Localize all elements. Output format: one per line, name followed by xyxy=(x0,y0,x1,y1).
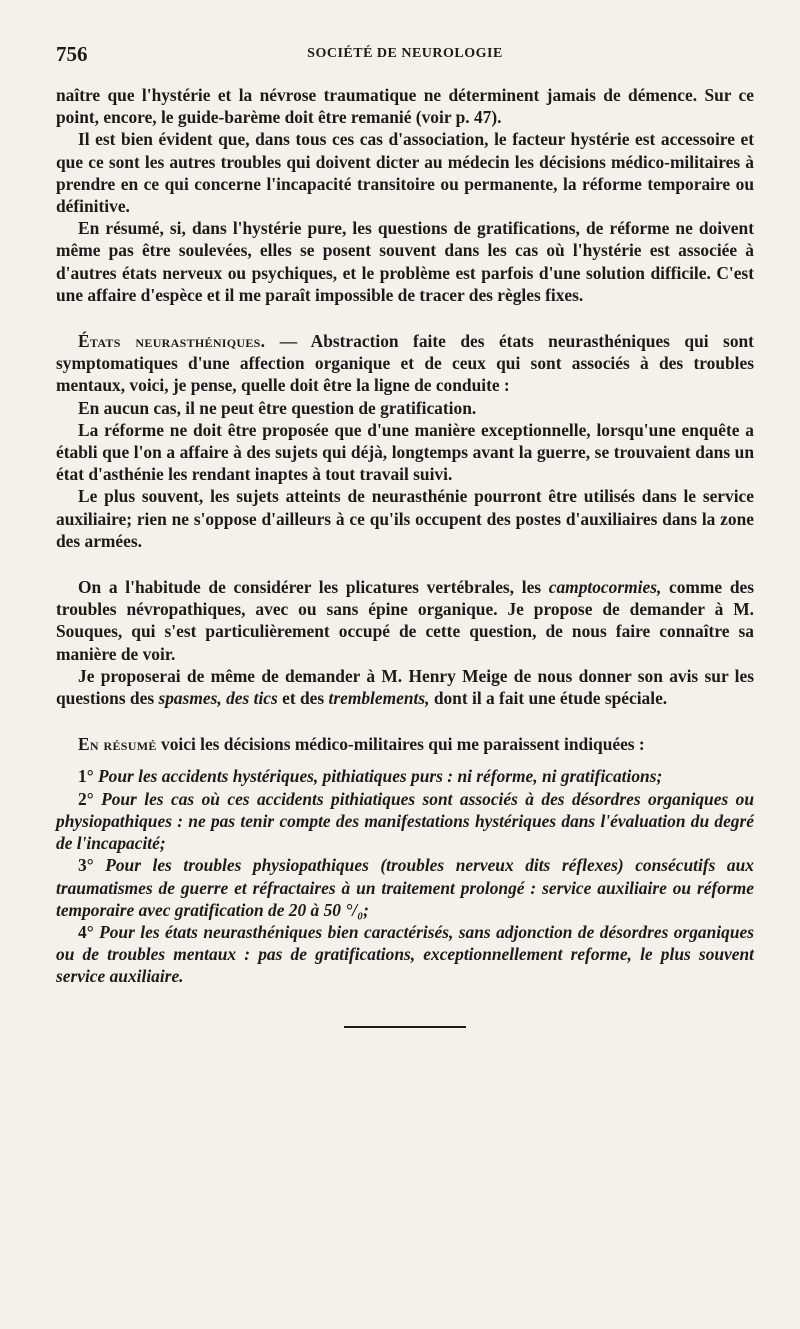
paragraph-meige xyxy=(56,665,754,709)
paragraph-2: Il est bien évident que, dans tous ces cas d'association, le facteur hystérie est accessoire et que ce sont les autres troubles qui doivent dicter au médecin les décisions médico-militaires à prendre en ce qui concerne l'incapacité transitoire ou permanente, la réforme temporaire ou définitive. xyxy=(56,129,754,217)
paragraph-9-part-a: Je proposerai de même de demander à M. Henry Meige de nous donner son avis sur les questions des xyxy=(56,665,754,709)
paragraph-7: Le plus souvent, les sujets atteints de neurasthénie pourront être utilisés dans le service auxiliaire; rien ne s'oppose d'ailleurs à ce qu'ils occupent des postes d'auxiliaires dans la zone des armées. xyxy=(56,486,754,551)
paragraph-9-part-c: et des xyxy=(277,688,329,709)
paragraph-summary xyxy=(56,733,754,755)
section-heading-summary: En résumé xyxy=(78,734,157,755)
conclusion-text: Pour les états neurasthéniques bien caractérisés, sans adjonction de désordres organiques ou de troubles mentaux : pas de gratifications, exceptionnellement reforme, le plus souvent service auxiliaire. xyxy=(56,921,754,987)
section-heading-neurasthenic: États neurasthéniques. xyxy=(78,331,266,352)
body-text xyxy=(56,84,754,1028)
page-header xyxy=(56,40,754,68)
paragraph-camptocormies xyxy=(56,576,754,665)
conclusion-text: Pour les cas où ces accidents pithiatiques sont associés à des désordres organiques ou physiopathiques : ne pas tenir compte des manifestations hystériques dans l'évaluation du degré de l'incapacité; xyxy=(56,788,754,854)
term-tremblements: tremblements, xyxy=(328,688,430,709)
end-rule xyxy=(344,1026,466,1028)
page-number: 756 xyxy=(56,42,88,66)
paragraph-neurasthenic-text: — Abstraction faite des états neurasthéniques qui sont symptomatiques d'une affection organique et de ceux qui sont associés à des troubles mentaux, voici, je pense, quelle doit être la ligne de conduite : xyxy=(56,331,754,396)
conclusion-item xyxy=(56,788,754,855)
paragraph-3: En résumé, si, dans l'hystérie pure, les questions de gratifications, de réforme ne doivent même pas être soulevées, elles se posent souvent dans les cas où l'hystérie est associée à d'autres états nerveux ou psychiques, et le problème est parfois d'une solution difficile. C'est une affaire d'espèce et il me paraît impossible de tracer des règles fixes. xyxy=(56,218,754,305)
conclusion-item xyxy=(56,854,754,921)
term-spasmes-tics: spasmes, des tics xyxy=(158,688,278,709)
conclusion-number: 4° xyxy=(78,921,94,942)
paragraph-1: naître que l'hystérie et la névrose traumatique ne déterminent jamais de démence. Sur ce point, encore, le guide-barème doit être remanié (voir p. 47). xyxy=(56,85,754,128)
paragraph-8-part-a: On a l'habitude de considérer les plicatures vertébrales, les xyxy=(78,577,549,598)
paragraph-8-part-c: comme des troubles névropathiques, avec ou sans épine organique. Je propose de demander à M. Souques, qui s'est particulièrement occupé de cette question, de nous faire connaître sa manière de voir. xyxy=(56,577,754,664)
conclusions-list xyxy=(56,765,754,987)
conclusion-number: 3° xyxy=(78,855,94,876)
paragraph-9-part-e: dont il a fait une étude spéciale. xyxy=(429,688,668,709)
term-camptocormies: camptocormies, xyxy=(548,577,662,598)
conclusion-number: 1° xyxy=(78,766,94,787)
conclusion-text: Pour les troubles physiopathiques (troubles nerveux dits réflexes) consécutifs aux traumatismes de guerre et réfractaires à un traitement prolongé : service auxiliaire ou réforme temporaire avec gratification de 20 à 50 °/₀; xyxy=(56,855,754,920)
conclusion-text: Pour les accidents hystériques, pithiatiques purs : ni réforme, ni gratifications; xyxy=(93,766,663,787)
paragraph-neurasthenic xyxy=(56,330,754,397)
conclusion-item xyxy=(56,921,754,988)
paragraph-6: La réforme ne doit être proposée que d'une manière exceptionnelle, lorsqu'une enquête a établi que l'on a affaire à des sujets qui déjà, longtemps avant la guerre, se trouvaient dans un état d'asthénie les rendant inaptes à tout travail suivi. xyxy=(56,419,754,485)
paragraph-5: En aucun cas, il ne peut être question de gratification. xyxy=(78,397,477,418)
running-head: SOCIÉTÉ DE NEUROLOGIE xyxy=(307,46,503,61)
conclusion-item xyxy=(56,765,754,787)
paragraph-summary-text: voici les décisions médico-militaires qui me paraissent indiquées : xyxy=(156,734,645,755)
conclusion-number: 2° xyxy=(78,788,94,809)
